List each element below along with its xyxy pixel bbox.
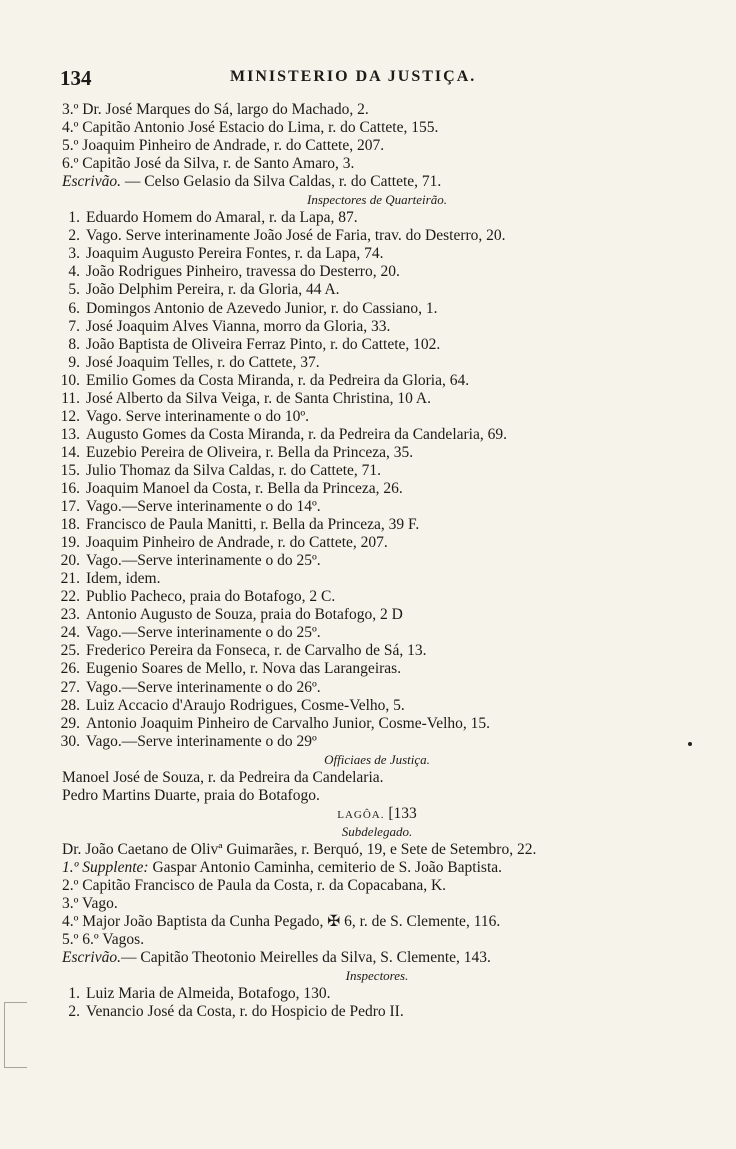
entry	[62, 931, 692, 949]
numbered-entry	[50, 606, 692, 624]
entry-text: Joaquim Manoel da Costa, r. Bella da Princeza, 26.	[86, 479, 403, 497]
numbered-entry	[50, 516, 692, 534]
numbered-entry	[50, 300, 692, 318]
entry-text: Luiz Maria de Almeida, Botafogo, 130.	[86, 985, 331, 1003]
entry-number: 8.	[68, 335, 80, 353]
entry-number: 18.	[60, 516, 80, 534]
numbered-entry	[50, 570, 692, 588]
numbered-entry	[50, 697, 692, 715]
section-heading	[62, 191, 692, 209]
entry-number: 14.	[60, 443, 80, 461]
entry-text: — Celso Gelasio da Silva Caldas, r. do Cattete, 71.	[120, 173, 442, 191]
entry-text: Manoel José de Souza, r. da Pedreira da Candelaria.	[62, 768, 384, 786]
numbered-entry	[50, 480, 692, 498]
ink-dot	[688, 742, 692, 746]
entry-text: Vago. Serve interinamente o do 10º.	[86, 407, 310, 425]
numbered-entry	[50, 281, 692, 299]
numbered-entry	[50, 318, 692, 336]
section-heading	[62, 751, 692, 769]
entry-number: 3.	[68, 245, 80, 263]
section-heading-text: Officiaes de Justiça.	[324, 751, 430, 767]
numbered-entry	[50, 588, 692, 606]
entry	[62, 841, 692, 859]
document-body	[62, 101, 692, 1021]
entry-text: Publio Pacheco, praia do Botafogo, 2 C.	[86, 588, 336, 606]
entry-label: Escrivão.	[62, 949, 121, 967]
district-name: LAGÔA.	[337, 808, 385, 821]
entry-number: 20.	[60, 552, 80, 570]
entry-text: José Joaquim Telles, r. do Cattete, 37.	[86, 353, 320, 371]
numbered-entry	[50, 1003, 692, 1021]
entry-text: José Alberto da Silva Veiga, r. de Santa Christina, 10 A.	[86, 389, 431, 407]
entry-number: 26.	[60, 660, 80, 678]
section-heading-text: Inspectores.	[345, 968, 409, 984]
entry-number: 6.	[68, 299, 80, 317]
entry-text: Antonio Joaquim Pinheiro de Carvalho Junior, Cosme-Velho, 15.	[86, 714, 491, 732]
entry-text: José Joaquim Alves Vianna, morro da Gloria, 33.	[86, 317, 391, 335]
numbered-entry	[50, 679, 692, 697]
entry-text: Joaquim Pinheiro de Andrade, r. do Cattete, 207.	[86, 534, 388, 552]
entry-text: Joaquim Augusto Pereira Fontes, r. da Lapa, 74.	[86, 245, 384, 263]
numbered-entry	[50, 245, 692, 263]
numbered-entry	[50, 733, 692, 751]
entry-text: Julio Thomaz da Silva Caldas, r. do Cattete, 71.	[86, 461, 382, 479]
entry	[62, 769, 692, 787]
entry	[62, 913, 692, 931]
entry-number: 19.	[60, 534, 80, 552]
entry-number: 17.	[60, 498, 80, 516]
entry-text: 4.º Major João Baptista da Cunha Pegado, ✠ 6, r. de S. Clemente, 116.	[62, 913, 501, 931]
entry-text: Gaspar Antonio Caminha, cemiterio de S. João Baptista.	[148, 858, 503, 876]
section-heading-text: Subdelegado.	[341, 823, 413, 839]
entry-number: 27.	[60, 678, 80, 696]
entry-text: 3.º Vago.	[62, 895, 118, 913]
numbered-entry	[50, 552, 692, 570]
entry-text: 6.º Capitão José da Silva, r. de Santo Amaro, 3.	[62, 155, 355, 173]
numbered-entry	[50, 498, 692, 516]
entry-number: 29.	[60, 714, 80, 732]
entry-text: Vago.—Serve interinamente o do 14º.	[86, 498, 321, 516]
entry-text: Venancio José da Costa, r. do Hospicio de Pedro II.	[86, 1003, 404, 1021]
entry-text: Vago.—Serve interinamente o do 25º.	[86, 624, 321, 642]
numbered-entry	[50, 372, 692, 390]
entry	[62, 137, 692, 155]
entry-number: 2.	[68, 1003, 80, 1021]
numbered-entry	[50, 660, 692, 678]
entry-number: 24.	[60, 624, 80, 642]
numbered-entry	[50, 390, 692, 408]
page-reference: [133	[384, 804, 417, 822]
entry-number: 23.	[60, 606, 80, 624]
entry	[62, 895, 692, 913]
entry-number: 16.	[60, 479, 80, 497]
entry-text: Vago.—Serve interinamente o do 29º	[86, 732, 317, 750]
entry	[62, 155, 692, 173]
entry-text: Vago.—Serve interinamente o do 26º.	[86, 678, 321, 696]
entry	[62, 101, 692, 119]
numbered-entry	[50, 624, 692, 642]
entry-text: Dr. João Caetano de Olivª Guimarães, r. Berquó, 19, e Sete de Setembro, 22.	[62, 840, 537, 858]
entry-number: 1.	[68, 985, 80, 1003]
margin-mark	[4, 1002, 27, 1068]
entry-text: Francisco de Paula Manitti, r. Bella da Princeza, 39 F.	[86, 516, 420, 534]
entry-number: 13.	[60, 425, 80, 443]
entry-number: 22.	[60, 588, 80, 606]
entry	[62, 859, 692, 877]
entry-number: 21.	[60, 570, 80, 588]
numbered-entry	[50, 354, 692, 372]
running-head: MINISTERIO DA JUSTIÇA.	[230, 68, 477, 85]
entry-text: Vago. Serve interinamente João José de Faria, trav. do Desterro, 20.	[86, 227, 506, 245]
entry-number: 28.	[60, 696, 80, 714]
entry-text: Idem, idem.	[86, 570, 161, 588]
entry-number: 11.	[61, 389, 80, 407]
entry-text: Euzebio Pereira de Oliveira, r. Bella da Princeza, 35.	[86, 443, 414, 461]
entry-text: 4.º Capitão Antonio José Estacio do Lima, r. do Cattete, 155.	[62, 119, 439, 137]
entry	[62, 877, 692, 895]
numbered-entry	[50, 642, 692, 660]
entry-number: 9.	[68, 353, 80, 371]
entry-label: Escrivão.	[62, 173, 121, 191]
entry	[62, 119, 692, 137]
numbered-entry	[50, 444, 692, 462]
entry-number: 12.	[60, 407, 80, 425]
entry-number: 10.	[60, 371, 80, 389]
entry-number: 2.	[68, 227, 80, 245]
entry-text: Domingos Antonio de Azevedo Junior, r. do Cassiano, 1.	[86, 299, 438, 317]
entry-text: — Capitão Theotonio Meirelles da Silva, S. Clemente, 143.	[120, 949, 491, 967]
entry-number: 1.	[68, 209, 80, 227]
entry	[62, 949, 692, 967]
entry-text: Frederico Pereira da Fonseca, r. de Carvalho de Sá, 13.	[86, 642, 427, 660]
entry-number: 7.	[68, 317, 80, 335]
numbered-entry	[50, 715, 692, 733]
numbered-entry	[50, 227, 692, 245]
entry-number: 4.	[68, 263, 80, 281]
entry-text: 3.º Dr. José Marques do Sá, largo do Machado, 2.	[62, 101, 369, 118]
entry-number: 25.	[60, 642, 80, 660]
entry-text: João Baptista de Oliveira Ferraz Pinto, r. do Cattete, 102.	[86, 335, 441, 353]
entry-text: Emilio Gomes da Costa Miranda, r. da Pedreira da Gloria, 64.	[86, 371, 470, 389]
entry-text: Eugenio Soares de Mello, r. Nova das Larangeiras.	[86, 660, 402, 678]
entry-number: 30.	[60, 732, 80, 750]
district-heading	[62, 805, 692, 823]
section-heading-text: Inspectores de Quarteirão.	[307, 192, 447, 208]
entry-text: Pedro Martins Duarte, praia do Botafogo.	[62, 786, 320, 804]
entry-text: Antonio Augusto de Souza, praia do Botafogo, 2 D	[86, 606, 403, 624]
entry-text: Vago.—Serve interinamente o do 25º.	[86, 552, 321, 570]
entry-text: João Rodrigues Pinheiro, travessa do Desterro, 20.	[86, 263, 400, 281]
numbered-entry	[50, 985, 692, 1003]
entry-number: 15.	[60, 461, 80, 479]
entry-label: 1.º Supplente:	[62, 858, 149, 876]
entry-text: 5.º 6.º Vagos.	[62, 931, 145, 949]
entry-text: João Delphim Pereira, r. da Gloria, 44 A.	[86, 281, 340, 299]
numbered-entry	[50, 408, 692, 426]
numbered-entry	[50, 336, 692, 354]
numbered-entry	[50, 263, 692, 281]
section-heading	[62, 823, 692, 841]
entry-text: Eduardo Homem do Amaral, r. da Lapa, 87.	[86, 209, 358, 227]
entry-text: 2.º Capitão Francisco de Paula da Costa, r. da Copacabana, K.	[62, 877, 447, 895]
section-heading	[62, 967, 692, 985]
entry	[62, 173, 692, 191]
entry-number: 5.	[68, 281, 80, 299]
entry-text: Luiz Accacio d'Araujo Rodrigues, Cosme-Velho, 5.	[86, 696, 405, 714]
entry-text: Augusto Gomes da Costa Miranda, r. da Pedreira da Candelaria, 69.	[86, 425, 507, 443]
numbered-entry	[50, 209, 692, 227]
page-number: 134	[60, 66, 92, 90]
entry	[62, 787, 692, 805]
numbered-entry	[50, 462, 692, 480]
page-header	[60, 66, 700, 92]
numbered-entry	[50, 426, 692, 444]
numbered-entry	[50, 534, 692, 552]
entry-text: 5.º Joaquim Pinheiro de Andrade, r. do Cattete, 207.	[62, 137, 385, 155]
